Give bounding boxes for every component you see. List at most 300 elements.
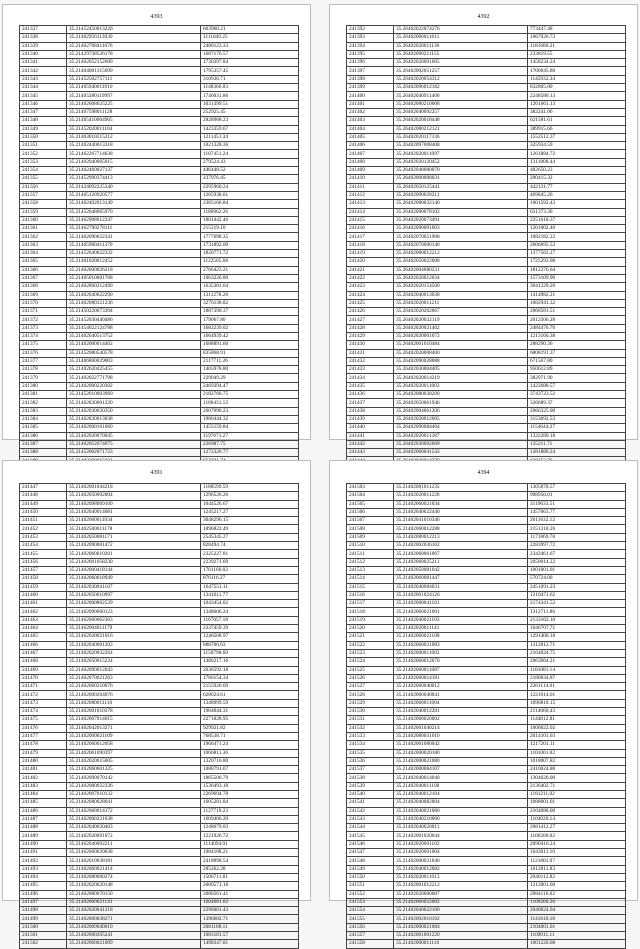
table-row [347,241,626,249]
amount-cell: 1001220.08 [528,940,626,948]
row-id-cell: 241536 [347,757,394,765]
amount-cell: 1291400.18 [528,633,626,641]
coordinate-cell: 35.21402000040041 [394,691,528,699]
amount-cell: 1181680.21 [528,42,626,50]
row-id-cell: 241415 [347,216,394,224]
coordinate-cell: 35.26402050061946 [394,399,528,407]
amount-cell: 2325227.81 [201,550,299,558]
coordinate-cell: 35.26402022074276 [394,26,528,34]
coordinate-cell: 35.21402040082004 [394,799,528,807]
table-row [20,649,299,657]
table-row [20,84,299,92]
table-row [20,92,299,100]
coordinate-cell: 35.21402620425455 [67,366,201,374]
amount-cell: 310936.71 [201,75,299,83]
amount-cell: 1083181.57 [201,932,299,940]
coordinate-cell: 35.21424092225340 [67,183,201,191]
row-id-cell: 241372 [20,316,67,324]
amount-cell: 2104001.01 [528,923,626,931]
coordinate-cell: 35.21402708411676 [67,42,201,50]
amount-cell: 1458234.24 [528,59,626,67]
amount-cell: 382241.06 [528,108,626,116]
table-row [20,558,299,566]
amount-cell: 1305878.57 [528,484,626,492]
amount-cell: 1150798.60 [201,649,299,657]
coordinate-cell: 35.21452640022332 [67,250,201,258]
table-row [20,890,299,898]
table-row [20,440,299,448]
row-id-cell: 241507 [347,517,394,525]
row-id-cell: 241348 [20,117,67,125]
amount-cell: 1100200.26 [528,898,626,906]
coordinate-cell: 35.21452502757111 [67,75,201,83]
row-id-cell: 241338 [20,34,67,42]
coordinate-cell: 35.26402090091003 [394,225,528,233]
coordinate-cell: 35.21402002010102 [394,915,528,923]
amount-cell: 382971.90 [528,374,626,382]
coordinate-cell: 35.21406800029003 [67,357,201,365]
amount-cell: 2606695.53 [528,241,626,249]
table-row [347,708,626,716]
table-row [20,374,299,382]
coordinate-cell: 35.21402000020180 [394,749,528,757]
row-id-cell: 241375 [20,341,67,349]
table-row [20,699,299,707]
coordinate-cell: 35.21402001001220 [394,932,528,940]
coordinate-cell: 35.26402070006140 [394,241,528,249]
amount-cell: 442131.77 [528,183,626,191]
amount-cell: 3080561.41 [201,890,299,898]
table-row [347,500,626,508]
amount-cell: 1635301.64 [201,283,299,291]
coordinate-cell: 35.21402040014081 [67,508,201,516]
row-id-cell: 241356 [20,183,67,191]
coordinate-cell: 35.21402061090397 [67,749,201,757]
table-row [20,641,299,649]
amount-cell: 469845.26 [528,191,626,199]
row-id-cell: 241339 [20,42,67,50]
table-row [347,449,626,457]
row-id-cell: 241439 [347,415,394,423]
row-id-cell: 241381 [20,391,67,399]
table-row [347,608,626,616]
row-id-cell: 241394 [347,42,394,50]
table-row [20,42,299,50]
amount-cell: 325934.59 [528,142,626,150]
table-row [347,940,626,948]
row-id-cell: 241539 [347,782,394,790]
coordinate-cell: 35.21452020011104 [67,125,201,133]
coordinate-cell: 35.21402020041218 [67,907,201,915]
amount-cell: 1006022.02 [528,724,626,732]
amount-cell: 6808191.37 [528,349,626,357]
amount-cell: 2011632.12 [528,517,626,525]
row-id-cell: 241485 [20,799,67,807]
table-row [347,932,626,940]
table-row [20,432,299,440]
table-row [20,550,299,558]
table-row [347,432,626,440]
row-id-cell: 241398 [347,75,394,83]
table-row [20,915,299,923]
row-id-cell: 241473 [20,699,67,707]
row-id-cell: 241472 [20,691,67,699]
amount-cell: 1423359.67 [201,125,299,133]
row-id-cell: 241519 [347,616,394,624]
table-row [20,133,299,141]
amount-cell: 2182766.75 [201,391,299,399]
row-id-cell: 241337 [20,26,67,34]
table-row [347,366,626,374]
table-row [20,832,299,840]
table-row [20,75,299,83]
amount-cell: 2012506.28 [528,316,626,324]
coordinate-cell: 35.21403010315212 [67,133,201,141]
amount-cell: 2296001.43 [201,907,299,915]
amount-cell: 2484476.76 [528,324,626,332]
table-row [347,857,626,865]
amount-cell: 1664939.42 [201,332,299,340]
coordinate-cell: 35.26402020012034 [394,274,528,282]
amount-cell: 1896822.49 [201,525,299,533]
amount-cell: 2151318.26 [528,525,626,533]
row-id-cell: 241442 [347,440,394,448]
amount-cell: 2063064.21 [528,658,626,666]
amount-cell: 279524.43 [201,158,299,166]
amount-cell: 233819.55 [528,50,626,58]
coordinate-cell: 35.21402040022440 [394,508,528,516]
table-row [20,583,299,591]
table-row [20,716,299,724]
coordinate-cell: 35.21402000205241 [67,932,201,940]
row-id-cell: 241542 [347,807,394,815]
table-row [20,608,299,616]
table-row [347,92,626,100]
table-row [347,142,626,150]
amount-cell: 1980444.32 [201,415,299,423]
coordinate-cell: 35.21401020012452 [67,258,201,266]
row-id-cell: 241409 [347,167,394,175]
coordinate-cell: 35.21402010038181 [67,857,201,865]
coordinate-cell: 35.21402020001004 [394,849,528,857]
amount-cell: 1031399.51 [201,100,299,108]
row-id-cell: 241427 [347,316,394,324]
table-row [347,815,626,823]
table-row [20,766,299,774]
table-row [347,749,626,757]
coordinate-cell: 35.26402002051257 [394,67,528,75]
row-id-cell: 241484 [20,790,67,798]
table-row [347,316,626,324]
amount-cell: 1311808.44 [528,158,626,166]
coordinate-cell: 35.26402030002009 [394,440,528,448]
row-id-cell: 241428 [347,324,394,332]
table-row [20,674,299,682]
coordinate-cell: 35.21402050015224 [67,658,201,666]
coordinate-cell: 35.21402007014015 [67,716,201,724]
amount-cell: 1552512.37 [528,133,626,141]
row-id-cell: 241346 [20,100,67,108]
table-row [20,849,299,857]
table-row [20,250,299,258]
table-row [347,840,626,848]
row-id-cell: 241404 [347,125,394,133]
amount-cell: 2269694.78 [201,790,299,798]
amount-cell: 1377563.27 [528,250,626,258]
coordinate-cell: 35.21402007010132 [67,790,201,798]
row-id-cell: 241364 [20,250,67,258]
coordinate-cell: 35.21402060601325 [67,766,201,774]
coordinate-cell: 35.21402030020350 [67,407,201,415]
coordinate-cell: 35.21402500011178 [67,525,201,533]
amount-cell: 1211451.34 [201,133,299,141]
table-row [347,266,626,274]
row-id-cell: 241392 [347,26,394,34]
amount-cell: 828494.74 [201,542,299,550]
coordinate-cell: 35.21402080000274 [67,873,201,881]
coordinate-cell: 35.26402090078102 [394,208,528,216]
amount-cell: 1455159.84 [201,424,299,432]
coordinate-cell: 35.21402050002004 [67,492,201,500]
table-row [20,183,299,191]
coordinate-cell: 35.21402080022336 [67,782,201,790]
table-row [347,542,626,550]
amount-cell: 1320716.80 [201,757,299,765]
row-id-cell: 241416 [347,225,394,233]
amount-cell: 252925.45 [201,108,299,116]
amount-cell: 1145932.34 [528,75,626,83]
data-table [19,483,299,949]
row-id-cell: 241466 [20,641,67,649]
amount-cell: 1043454.02 [201,600,299,608]
coordinate-cell: 35.21402000101060 [67,424,201,432]
coordinate-cell: 35.21402060011004 [394,699,528,707]
coordinate-cell: 35.21402004011179 [67,625,201,633]
table-row [347,357,626,365]
coordinate-cell: 35.21402090060123 [67,608,201,616]
amount-cell: 1088001.01 [528,799,626,807]
table-row [347,824,626,832]
coordinate-cell: 35.26402090211155 [394,50,528,58]
coordinate-cell: 35.21402000062363 [67,616,201,624]
amount-cell: 1605281.84 [201,799,299,807]
row-id-cell: 241361 [20,225,67,233]
row-id-cell: 241406 [347,142,394,150]
coordinate-cell: 35.21402020011141 [394,625,528,633]
amount-cell: 1001592.43 [528,200,626,208]
row-id-cell: 241399 [347,84,394,92]
table-row [347,415,626,423]
table-row [20,233,299,241]
amount-cell: 2090416.24 [528,840,626,848]
coordinate-cell: 35.21402001044218 [67,484,201,492]
row-id-cell: 241549 [347,865,394,873]
coordinate-cell: 35.26402048080070 [394,167,528,175]
amount-cell: 1486217.16 [201,658,299,666]
amount-cell: 1217201.11 [528,741,626,749]
row-id-cell: 241499 [20,915,67,923]
table-row [20,175,299,183]
table-row [347,299,626,307]
coordinate-cell: 35.21402860312490 [67,283,201,291]
table-row [347,374,626,382]
table-row [347,774,626,782]
amount-cell: 1414982.21 [528,291,626,299]
row-id-cell: 241460 [20,591,67,599]
table-row [347,399,626,407]
amount-cell: 2418898.54 [201,857,299,865]
table-row [347,600,626,608]
row-id-cell: 241535 [347,749,394,757]
row-id-cell: 241369 [20,291,67,299]
row-id-cell: 241478 [20,741,67,749]
table-row [347,882,626,890]
amount-cell: 1812276.64 [528,266,626,274]
row-id-cell: 241508 [347,525,394,533]
row-id-cell: 241474 [20,708,67,716]
amount-cell: 1304020.00 [528,774,626,782]
table-row [20,633,299,641]
coordinate-cell: 35.21402098009100 [67,500,201,508]
table-row [20,533,299,541]
amount-cell: 215219.10 [201,225,299,233]
row-id-cell: 241350 [20,133,67,141]
row-id-cell: 241382 [20,399,67,407]
row-id-cell: 241421 [347,266,394,274]
amount-cell: 2104088.00 [528,807,626,815]
row-id-cell: 241477 [20,732,67,740]
coordinate-cell: 35.21402040014040 [394,774,528,782]
table-row [20,216,299,224]
coordinate-cell: 35.26402020011003 [394,382,528,390]
row-id-cell: 241385 [20,424,67,432]
coordinate-cell: 35.21402040021103 [394,616,528,624]
coordinate-cell: 35.21402060021034 [394,500,528,508]
coordinate-cell: 35.21452990374413 [67,175,201,183]
row-id-cell: 241462 [20,608,67,616]
row-id-cell: 241530 [347,708,394,716]
row-id-cell: 241447 [20,484,67,492]
row-id-cell: 241452 [20,525,67,533]
row-id-cell: 241554 [347,907,394,915]
row-id-cell: 241437 [347,399,394,407]
coordinate-cell: 35.26402080012212 [394,250,528,258]
table-row [347,517,626,525]
table-row [347,42,626,50]
amount-cell: 1043011.10 [528,849,626,857]
row-id-cell: 241548 [347,857,394,865]
amount-cell: 1865506.79 [201,774,299,782]
table-row [20,517,299,525]
table-row [20,332,299,340]
row-id-cell: 241341 [20,59,67,67]
coordinate-cell: 35.26402020011130 [394,42,528,50]
row-id-cell: 241419 [347,250,394,258]
row-id-cell: 241411 [347,183,394,191]
table-row [347,724,626,732]
coordinate-cell: 35.21402060025211 [394,558,528,566]
table-row [347,616,626,624]
row-id-cell: 241367 [20,274,67,282]
row-id-cell: 241480 [20,757,67,765]
row-id-cell: 241525 [347,666,394,674]
row-id-cell: 241512 [347,558,394,566]
row-id-cell: 241495 [20,882,67,890]
table-row [347,633,626,641]
coordinate-cell: 35.21402050081042 [394,566,528,574]
table-row [20,50,299,58]
table-row [347,349,626,357]
row-id-cell: 241443 [347,449,394,457]
row-id-cell: 241355 [20,175,67,183]
amount-cell: 1964844.31 [201,708,299,716]
coordinate-cell: 35.21402060021001 [394,608,528,616]
amount-cell: 1121801.07 [528,857,626,865]
row-id-cell: 241342 [20,67,67,75]
amount-cell: 1197671.27 [201,432,299,440]
row-id-cell: 241520 [347,625,394,633]
coordinate-cell: 35.21402000220302 [67,382,201,390]
amount-cell: 876116.27 [201,575,299,583]
table-row [347,167,626,175]
coordinate-cell: 35.21402020020148 [67,882,201,890]
table-row [347,291,626,299]
table-row [347,424,626,432]
amount-cell: 2828968.23 [201,117,299,125]
row-id-cell: 241362 [20,233,67,241]
table-row [347,625,626,633]
table-row [20,117,299,125]
table-row [347,807,626,815]
coordinate-cell: 35.21402908012247 [67,216,201,224]
coordinate-cell: 35.21402020011013 [394,873,528,881]
row-id-cell: 241412 [347,191,394,199]
table-row [20,407,299,415]
row-id-cell: 241418 [347,241,394,249]
amount-cell: 832805.00 [528,84,626,92]
coordinate-cell: 35.21402050081171 [67,533,201,541]
amount-cell: 908950.01 [528,492,626,500]
table-row [20,824,299,832]
table-row [20,191,299,199]
table-row [20,525,299,533]
table-row [20,283,299,291]
row-id-cell: 241438 [347,407,394,415]
row-id-cell: 241407 [347,150,394,158]
row-id-cell: 241476 [20,724,67,732]
coordinate-cell: 35.21402001024126 [394,591,528,599]
amount-cell: 2133162.10 [528,616,626,624]
table-row [20,724,299,732]
table-row [347,332,626,340]
amount-cell: 288290.36 [528,341,626,349]
amount-cell: 1212001.60 [528,882,626,890]
coordinate-cell: 35.21405280119997 [67,92,201,100]
row-id-cell: 241377 [20,357,67,365]
amount-cell: 2239271.69 [201,558,299,566]
row-id-cell: 241558 [347,940,394,948]
amount-cell: 2036592.18 [201,666,299,674]
page-number: 4392 [477,14,490,20]
amount-cell: 1141610.18 [528,915,626,923]
coordinate-cell: 35.21402080031010 [394,732,528,740]
coordinate-cell: 35.21402020032264 [67,649,201,657]
coordinate-cell: 35.21402000041101 [394,600,528,608]
table-row [347,550,626,558]
amount-cell: 1312711.86 [528,608,626,616]
row-id-cell: 241343 [20,75,67,83]
amount-cell: 1761160.02 [201,566,299,574]
